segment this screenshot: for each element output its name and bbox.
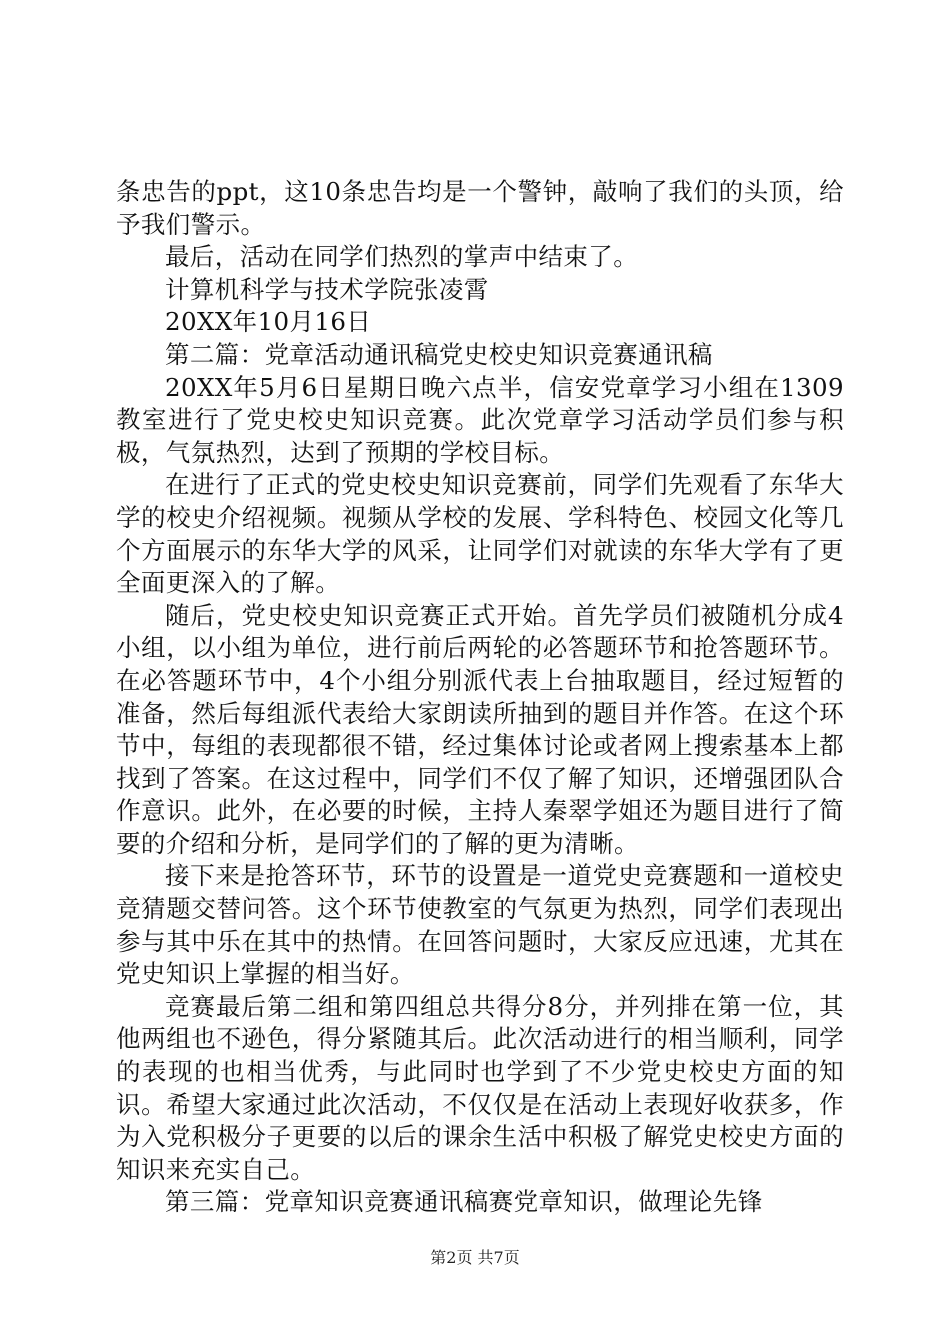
body-paragraph: 接下来是抢答环节，环节的设置是一道党史竞赛题和一道校史竞猜题交替问答。这个环节使教室的气氛更为热烈，同学们表现出参与其中乐在其中的热情。在回答问题时，大家反应迅速，尤其在党史知识上掌握的相当好。 bbox=[116, 861, 844, 989]
page-footer: 第2页 共7页 bbox=[430, 1248, 520, 1267]
body-paragraph: 20XX年5月6日星期日晚六点半，信安党章学习小组在1309教室进行了党史校史知识竞赛。此次党章学习活动学员们参与积极，气氛热烈，达到了预期的学校目标。 bbox=[116, 372, 844, 467]
body-paragraph: 计算机科学与技术学院张凌霄 bbox=[165, 274, 489, 304]
body-paragraph: 竞赛最后第二组和第四组总共得分8分，并列排在第一位，其他两组也不逊色，得分紧随其后。此次活动进行的相当顺利，同学的表现的也相当优秀，与此同时也学到了不少党史校史方面的知识。希望大家通过此次活动，不仅仅是在活动上表现好收获多，作为入党积极分子更要的以后的课余生活中积极了解党史校史方面的知识来充实自己。 bbox=[116, 991, 844, 1184]
body-paragraph: 在进行了正式的党史校史知识竞赛前，同学们先观看了东华大学的校史介绍视频。视频从学校的发展、学科特色、校园文化等几个方面展示的东华大学的风采，让同学们对就读的东华大学有了更全面更深入的了解。 bbox=[116, 470, 844, 598]
body-paragraph: 条忠告的ppt，这10条忠告均是一个警钟，敲响了我们的头顶，给予我们警示。 bbox=[116, 177, 844, 239]
body-paragraph: 最后，活动在同学们热烈的掌声中结束了。 bbox=[165, 242, 639, 272]
body-paragraph: 第二篇：党章活动通讯稿党史校史知识竞赛通讯稿 bbox=[165, 339, 713, 369]
body-paragraph: 20XX年10月16日 bbox=[165, 307, 372, 337]
body-paragraph: 随后，党史校史知识竞赛正式开始。首先学员们被随机分成4小组，以小组为单位，进行前后两轮的必答题环节和抢答题环节。在必答题环节中，4个小组分别派代表上台抽取题目，经过短暂的准备，然后每组派代表给大家朗读所抽到的题目并作答。在这个环节中，每组的表现都很不错，经过集体讨论或者网上搜索基本上都找到了答案。在这过程中，同学们不仅了解了知识，还增强团队合作意识。此外，在必要的时候，主持人秦翠学姐还为题目进行了简要的介绍和分析，是同学们的了解的更为清晰。 bbox=[116, 600, 844, 858]
body-paragraph: 第三篇：党章知识竞赛通讯稿赛党章知识，做理论先锋 bbox=[165, 1187, 763, 1217]
document-body bbox=[116, 176, 844, 1219]
